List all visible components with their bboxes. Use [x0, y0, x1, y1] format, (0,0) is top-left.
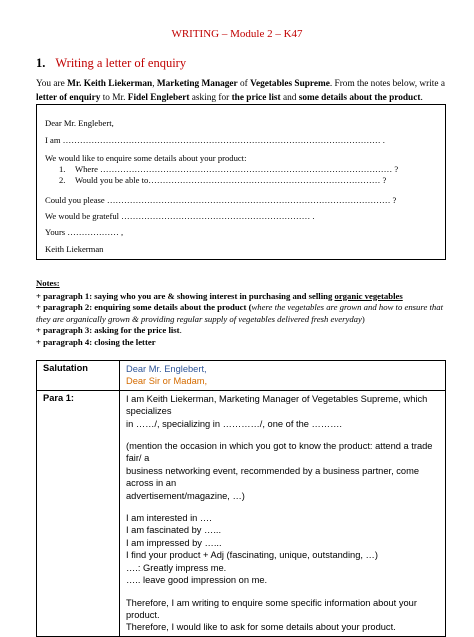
section-heading-text: Writing a letter of enquiry — [55, 56, 187, 70]
mention-line: advertisement/magazine, …) — [126, 490, 245, 501]
mention-line: (mention the occasion in which you got to know the product: attend a trade fair/ a — [126, 441, 433, 464]
letter-question-1 — [59, 164, 398, 174]
list-number: 2. — [59, 175, 66, 185]
notes-heading: Notes: — [36, 278, 60, 288]
question-text: Where ………………………………………………………………………………………… ? — [75, 164, 399, 174]
note-label: + paragraph 3: asking for the price list — [36, 325, 180, 336]
letter-could-you-line: Could you please ……………………………………………………………………………………… ? — [45, 195, 397, 205]
letter-question-2 — [59, 175, 386, 185]
intro-text: . From the notes below, write a — [329, 79, 445, 89]
sender-name: Mr. Keith Liekerman — [67, 79, 153, 89]
list-number: 1. — [59, 164, 66, 174]
question-text: Would you be able to……………………………………………………………………… ? — [75, 175, 387, 185]
salutation-option-1: Dear Mr. Englebert, — [126, 364, 207, 374]
para1-cell — [120, 390, 446, 636]
letter-salutation: Dear Mr. Englebert, — [45, 118, 114, 128]
para1-label: Para 1: — [37, 390, 120, 636]
mention-line: business networking event, recommended by a business partner, come across in an — [126, 465, 420, 489]
note-paragraph-3 — [36, 325, 448, 337]
letter-line-i-am: I am ………………………………………………………………………………………………… . — [45, 135, 385, 145]
intro-text: asking for — [189, 93, 232, 103]
therefore-line: Therefore, I would like to ask for some details about your product. — [126, 622, 396, 633]
interest-line: I am impressed by …... — [126, 537, 222, 548]
letter-enquire-line: We would like to enquire some details about your product: — [45, 153, 247, 163]
therefore-line: Therefore, I am writing to enquire some specific information about your product. — [126, 597, 417, 620]
salutation-cell — [120, 361, 446, 391]
letter-structure-table — [36, 360, 446, 637]
price-list-request: the price list — [231, 93, 281, 103]
note-text: ) — [361, 313, 365, 324]
note-text: : enquiring some details about the product ( — [89, 302, 252, 313]
salutation-label: Salutation — [37, 361, 120, 391]
interest-line: I am interested in …. — [126, 513, 212, 524]
sender-company: Vegetables Supreme — [250, 79, 330, 89]
table-row — [37, 390, 446, 636]
note-underlined: organic vegetables — [334, 290, 403, 301]
sender-position: Marketing Manager — [156, 79, 238, 89]
note-paragraph-2 — [36, 302, 448, 325]
para1-line: I am Keith Liekerman, Marketing Manager of Vegetables Supreme, which specializes — [126, 393, 428, 417]
page-title: WRITING – Module 2 – K47 — [171, 28, 303, 40]
intro-text: and — [280, 93, 299, 103]
interest-line: ….: Greatly impress me. — [126, 562, 227, 573]
note-label: + paragraph 1 — [36, 290, 90, 301]
intro-text: . — [420, 93, 423, 103]
intro-text: to Mr. — [100, 93, 128, 103]
note-label: + paragraph 2 — [36, 302, 90, 313]
table-row — [37, 361, 446, 391]
note-text: : saying who you are & showing interest in purchasing and selling — [89, 290, 335, 301]
details-request: some details about the product — [298, 93, 421, 103]
para1-line: in ……/, specializing in …………/, one of the ………. — [126, 418, 342, 429]
note-paragraph-4 — [36, 337, 448, 349]
task-instructions — [36, 77, 448, 105]
intro-text: , — [152, 79, 157, 89]
salutation-option-2: Dear Sir or Madam, — [126, 376, 208, 387]
notes-section — [36, 278, 448, 349]
note-paragraph-1 — [36, 291, 448, 303]
letter-grateful-line: We would be grateful ………………………………………………………… . — [45, 211, 315, 221]
note-text: . — [179, 325, 182, 336]
letter-closing: Yours ……………… , — [45, 227, 124, 237]
interest-line: ….. leave good impression on me. — [126, 575, 268, 586]
letter-type: letter of enquiry — [36, 93, 101, 103]
intro-text: You are — [36, 79, 68, 89]
section-number: 1. — [36, 56, 46, 70]
letter-template-box — [36, 104, 446, 260]
intro-text: of — [237, 79, 251, 89]
recipient-name: Fidel Englebert — [127, 93, 190, 103]
letter-signature: Keith Liekerman — [45, 244, 104, 254]
note-italic: where the vegetables are grown and how to ensure that they are organically grown & providing regular supply of vegetables delivered fresh everyday — [36, 302, 443, 324]
section-heading — [36, 56, 186, 71]
interest-line: I find your product + Adj (fascinating, unique, outstanding, …) — [126, 550, 378, 561]
note-label: + paragraph 4: closing the letter — [36, 336, 156, 347]
interest-line: I am fascinated by …... — [126, 525, 222, 536]
